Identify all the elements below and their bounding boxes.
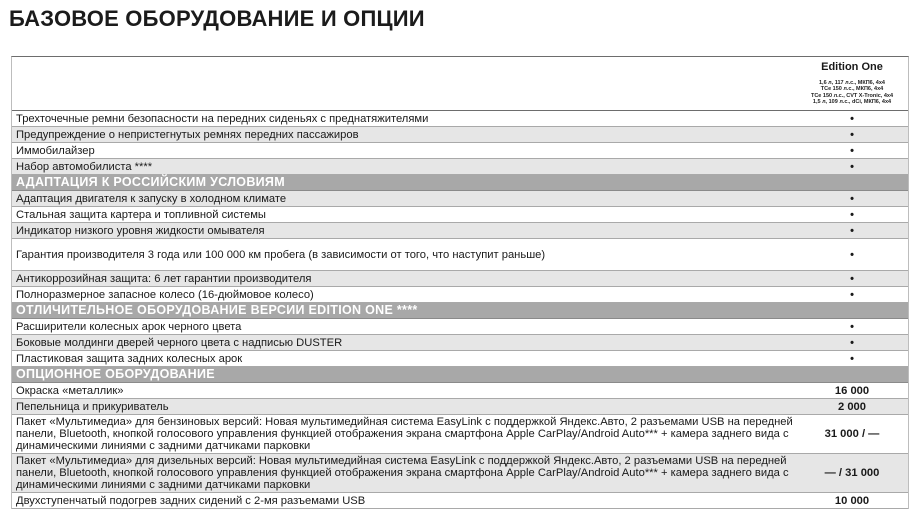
header-spacer [12,57,796,110]
page-title: БАЗОВОЕ ОБОРУДОВАНИЕ И ОПЦИИ [9,6,425,31]
table-row [12,111,908,127]
engine-spec: TCe 150 л.с., CVT X-Tronic, 4х4 [810,92,894,99]
row-label: Расширители колесных арок черного цвета [16,320,242,333]
included-marker: • [850,336,854,349]
table-row [12,415,908,454]
included-marker: • [850,192,854,205]
included-marker: • [850,288,854,301]
table-row [12,335,908,351]
included-marker: • [850,160,854,173]
included-marker: • [850,208,854,221]
included-marker: • [850,352,854,365]
row-label: Гарантия производителя 3 года или 100 000 км пробега (в зависимости от того, что наступит раньше) [16,248,546,261]
table-row [12,399,908,415]
table-row [12,159,908,175]
table-row [12,127,908,143]
row-label: Окраска «металлик» [16,384,124,397]
row-label: Пакет «Мультимедиа» для дизельных версий: Новая мультимедийная система EasyLink с поддержкой Яндекс.Авто, 2 разъемами USB на передней панели, Bluetooth, кнопкой голосового управления функцией отображения экрана смартфона Apple CarPlay/Android Auto*** + камера заднего вида с динамическими линиями с задними датчиками парковки [16,455,789,491]
equipment-table [11,56,909,509]
table-row [12,239,908,271]
row-label: Набор автомобилиста **** [16,160,153,173]
section-header: АДАПТАЦИЯ К РОССИЙСКИМ УСЛОВИЯМ [12,175,908,191]
row-label: Предупреждение о непристегнутых ремнях передних пассажиров [16,128,359,141]
row-label: Антикоррозийная защита: 6 лет гарантии производителя [16,272,312,285]
row-label: Полноразмерное запасное колесо (16-дюймовое колесо) [16,288,314,301]
option-price: 31 000 / — [824,428,880,440]
included-marker: • [850,224,854,237]
table-row [12,191,908,207]
table-row [12,319,908,335]
row-label: Индикатор низкого уровня жидкости омывателя [16,224,265,237]
edition-column-header [796,57,908,110]
table-row [12,287,908,303]
table-row [12,454,908,493]
engine-spec: 1,5 л, 109 л.с., dCi, МКП6, 4х4 [812,99,892,106]
included-marker: • [850,248,854,261]
table-row [12,383,908,399]
row-label: Трехточечные ремни безопасности на передних сиденьях с преднатяжителями [16,112,429,125]
engine-spec: 1,6 л, 117 л.с., МКП6, 4х4 [819,80,885,86]
row-label: Боковые молдинги дверей черного цвета с надписью DUSTER [16,336,343,349]
engine-spec: TCe 150 л.с., МКП6, 4х4 [820,86,884,93]
included-marker: • [850,320,854,333]
table-row [12,493,908,509]
table-row [12,207,908,223]
edition-name: Edition One [821,61,883,73]
option-price: — / 31 000 [824,467,880,479]
option-price: 16 000 [834,384,870,397]
included-marker: • [850,144,854,157]
row-label: Пластиковая защита задних колесных арок [16,352,243,365]
option-price: 2 000 [838,400,866,413]
row-label: Иммобилайзер [16,144,95,157]
table-header [12,57,908,111]
included-marker: • [850,128,854,141]
table-row [12,223,908,239]
row-label: Адаптация двигателя к запуску в холодном климате [16,192,287,205]
section-header: ОПЦИОННОЕ ОБОРУДОВАНИЕ [12,367,908,383]
row-label: Пепельница и прикуриватель [16,400,169,413]
table-row [12,271,908,287]
table-row [12,143,908,159]
included-marker: • [850,112,854,125]
table-body [12,111,908,509]
row-label: Пакет «Мультимедиа» для бензиновых версий: Новая мультимедийная система EasyLink с поддержкой Яндекс.Авто, 2 разъемами USB на передней панели, Bluetooth, кнопкой голосового управления функцией отображения экрана смартфона Apple CarPlay/Android Auto*** + камера заднего вида с динамическими линиями с задними датчиками парковки [16,416,793,452]
table-row [12,351,908,367]
row-label: Двухступенчатый подогрев задних сидений с 2-мя разъемами USB [16,494,366,507]
option-price: 10 000 [834,494,870,507]
included-marker: • [850,272,854,285]
row-label: Стальная защита картера и топливной системы [16,208,266,221]
section-header: ОТЛИЧИТЕЛЬНОЕ ОБОРУДОВАНИЕ ВЕРСИИ EDITION ONE **** [12,303,908,319]
